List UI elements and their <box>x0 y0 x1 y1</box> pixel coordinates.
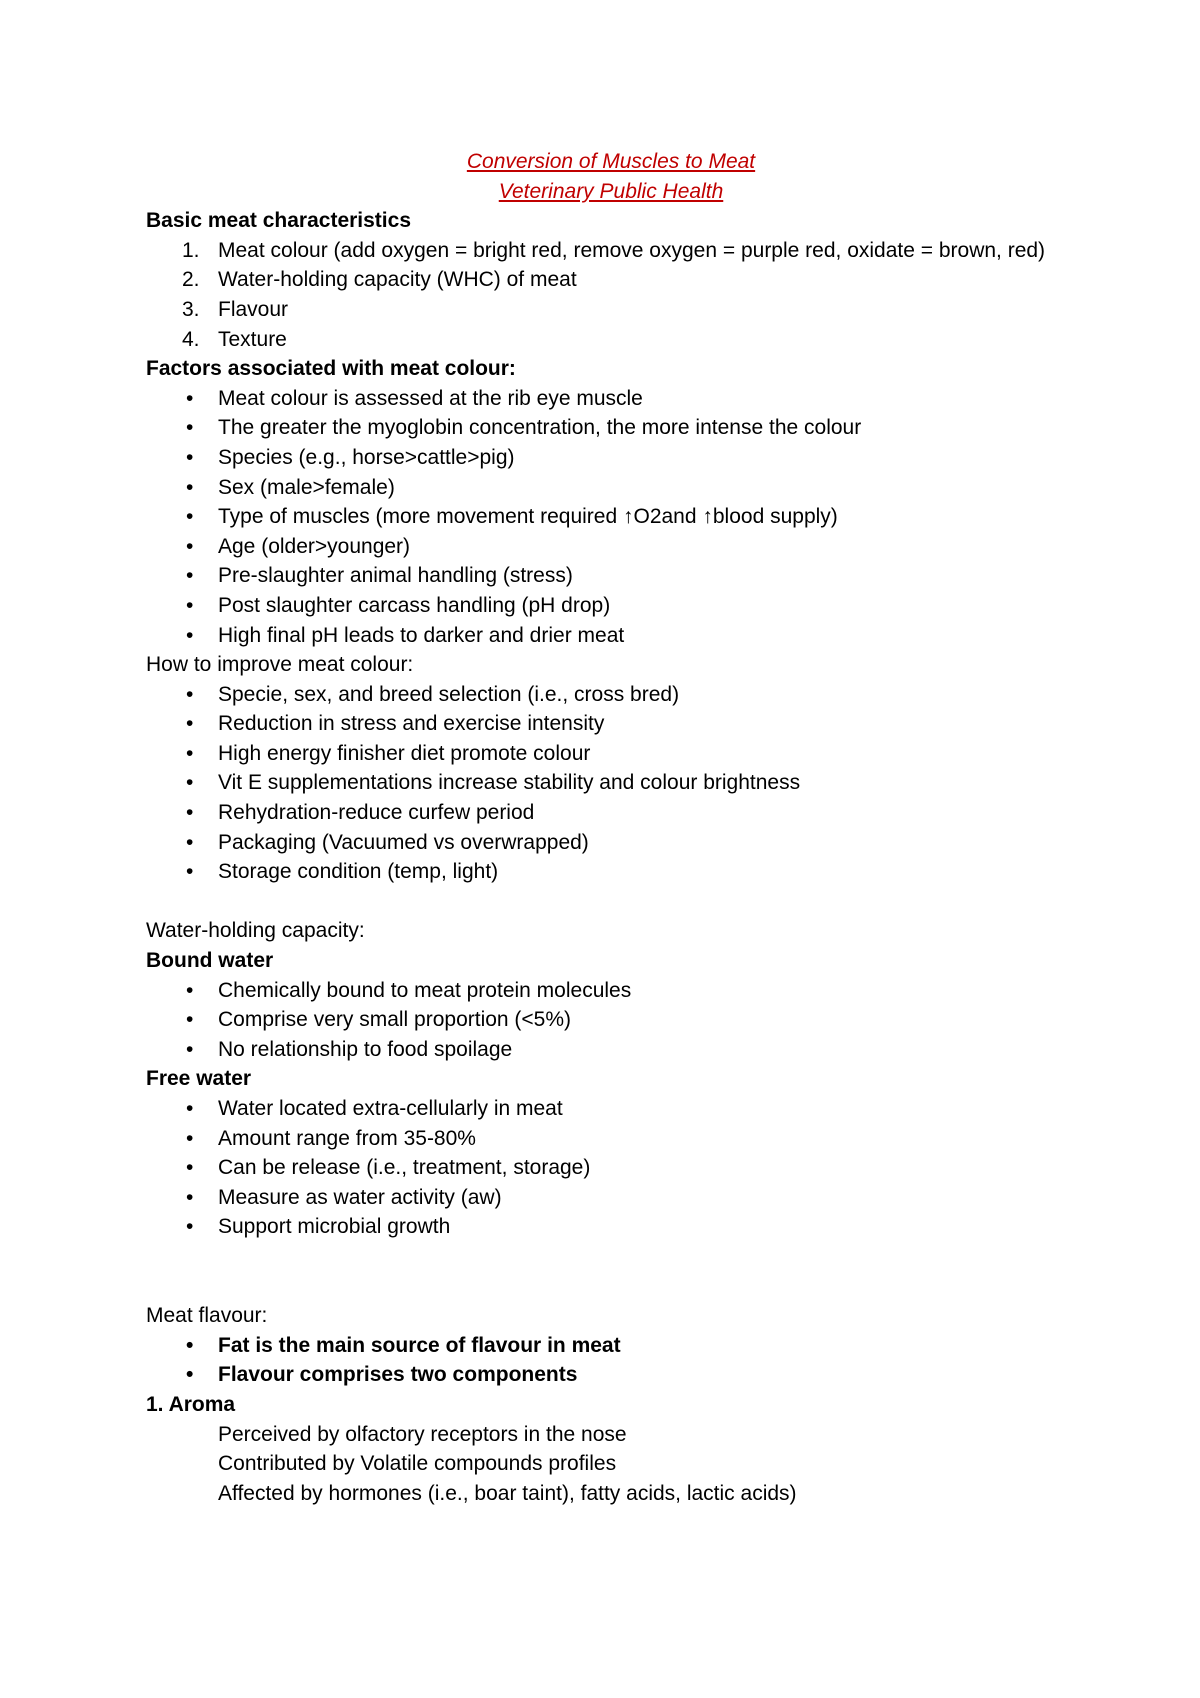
list-item <box>146 828 1076 858</box>
list-item <box>146 561 1076 591</box>
list-item-text: Rehydration-reduce curfew period <box>218 801 535 825</box>
list-item <box>146 532 1076 562</box>
list-item-text: Post slaughter carcass handling (pH drop) <box>218 593 611 617</box>
bullet-icon: • <box>186 860 194 884</box>
list-item-text: Age (older>younger) <box>218 534 411 558</box>
list-item <box>146 413 1076 443</box>
basic-characteristics-list <box>146 236 1076 354</box>
list-item-text: Sex (male>female) <box>218 475 395 499</box>
aroma-line: Perceived by olfactory receptors in the nose <box>218 1422 627 1446</box>
bullet-icon: • <box>186 386 194 410</box>
list-item-text: Texture <box>218 327 287 351</box>
colour-factors-list <box>146 384 1076 650</box>
bullet-icon: • <box>186 445 194 469</box>
list-item <box>146 857 1076 887</box>
list-item-text: Fat is the main source of flavour in meat <box>218 1333 621 1357</box>
list-item <box>146 709 1076 739</box>
bound-water-heading: Bound water <box>146 949 274 973</box>
bullet-icon: • <box>186 771 194 795</box>
basic-characteristics-heading: Basic meat characteristics <box>146 209 411 233</box>
list-item-text: Measure as water activity (aw) <box>218 1185 502 1209</box>
list-item <box>146 798 1076 828</box>
list-item-text: Packaging (Vacuumed vs overwrapped) <box>218 830 589 854</box>
bullet-icon: • <box>186 623 194 647</box>
aroma-heading: 1. Aroma <box>146 1392 236 1416</box>
list-number: 2. <box>182 268 200 292</box>
blank-line <box>146 887 1076 917</box>
bullet-icon: • <box>186 741 194 765</box>
list-item-text: Specie, sex, and breed selection (i.e., cross bred) <box>218 682 680 706</box>
bullet-icon: • <box>186 801 194 825</box>
list-item-text: Can be release (i.e., treatment, storage) <box>218 1156 591 1180</box>
bullet-icon: • <box>186 1363 194 1387</box>
bullet-icon: • <box>186 682 194 706</box>
list-item <box>146 473 1076 503</box>
aroma-line: Affected by hormones (i.e., boar taint), fatty acids, lactic acids) <box>218 1481 797 1505</box>
document-subtitle: Veterinary Public Health <box>498 179 724 203</box>
colour-factors-heading: Factors associated with meat colour: <box>146 357 516 381</box>
flavour-list <box>146 1331 1076 1390</box>
list-item <box>146 325 1076 355</box>
list-item-text: Water located extra-cellularly in meat <box>218 1097 563 1120</box>
bullet-icon: • <box>186 534 194 558</box>
list-item-text: Chemically bound to meat protein molecules <box>218 978 632 1002</box>
flavour-heading: Meat flavour: <box>146 1304 268 1328</box>
bullet-icon: • <box>186 505 194 529</box>
list-item <box>146 1124 1076 1154</box>
document-title: Conversion of Muscles to Meat <box>466 150 756 173</box>
list-item-text: Pre-slaughter animal handling (stress) <box>218 564 573 588</box>
bullet-icon: • <box>186 1097 194 1120</box>
list-item <box>146 1212 1076 1242</box>
list-item <box>146 1331 1076 1361</box>
list-number: 1. <box>182 238 200 262</box>
improve-colour-heading: How to improve meat colour: <box>146 653 414 677</box>
bullet-icon: • <box>186 1156 194 1180</box>
list-item <box>146 1360 1076 1390</box>
bullet-icon: • <box>186 416 194 440</box>
bullet-icon: • <box>186 1037 194 1061</box>
list-item <box>146 591 1076 621</box>
free-water-list <box>146 1094 1076 1242</box>
list-item-text: Amount range from 35-80% <box>218 1126 476 1150</box>
list-item <box>146 1035 1076 1065</box>
bullet-icon: • <box>186 978 194 1002</box>
list-item <box>146 295 1076 325</box>
list-item-text: Flavour <box>218 297 289 321</box>
free-water-heading: Free water <box>146 1067 252 1091</box>
list-item-text: Comprise very small proportion (<5%) <box>218 1008 572 1032</box>
list-item-text: No relationship to food spoilage <box>218 1037 513 1061</box>
bullet-icon: • <box>186 593 194 617</box>
list-item-text: The greater the myoglobin concentration, the more intense the colour <box>218 416 862 440</box>
list-item <box>146 384 1076 414</box>
list-item-text: Meat colour (add oxygen = bright red, remove oxygen = purple red, oxidate = brown, red) <box>218 238 1046 262</box>
list-item <box>146 976 1076 1006</box>
list-item <box>146 502 1076 532</box>
list-item-text: Meat colour is assessed at the rib eye muscle <box>218 386 643 410</box>
document-content <box>146 147 1076 1508</box>
list-item <box>146 1005 1076 1035</box>
list-item-text: Storage condition (temp, light) <box>218 860 499 884</box>
bullet-icon: • <box>186 475 194 499</box>
bullet-icon: • <box>186 712 194 736</box>
list-item <box>146 739 1076 769</box>
aroma-line: Contributed by Volatile compounds profiles <box>218 1452 617 1476</box>
list-number: 4. <box>182 327 200 351</box>
list-item <box>146 1094 1076 1124</box>
bullet-icon: • <box>186 1185 194 1209</box>
bound-water-list <box>146 976 1076 1065</box>
list-item-text: Flavour comprises two components <box>218 1363 578 1387</box>
list-item <box>146 236 1076 266</box>
whc-heading: Water-holding capacity: <box>146 919 365 943</box>
blank-lines <box>146 1242 1076 1301</box>
list-item-text: Species (e.g., horse>cattle>pig) <box>218 445 515 469</box>
bullet-icon: • <box>186 1215 194 1239</box>
list-item <box>146 1153 1076 1183</box>
bullet-icon: • <box>186 1126 194 1150</box>
list-item <box>146 621 1076 651</box>
list-item-text: Vit E supplementations increase stability and colour brightness <box>218 771 801 795</box>
bullet-icon: • <box>186 830 194 854</box>
bullet-icon: • <box>186 564 194 588</box>
list-item-text: High final pH leads to darker and drier meat <box>218 623 625 647</box>
list-item-text: Type of muscles (more movement required ↑O2and ↑blood supply) <box>218 505 838 529</box>
list-item <box>146 768 1076 798</box>
list-item <box>146 443 1076 473</box>
list-item <box>146 680 1076 710</box>
list-item <box>146 265 1076 295</box>
list-number: 3. <box>182 297 200 321</box>
list-item <box>146 1183 1076 1213</box>
list-item-text: High energy finisher diet promote colour <box>218 741 591 765</box>
bullet-icon: • <box>186 1008 194 1032</box>
list-item-text: Water-holding capacity (WHC) of meat <box>218 268 577 292</box>
list-item-text: Support microbial growth <box>218 1215 451 1239</box>
improve-colour-list <box>146 680 1076 887</box>
list-item-text: Reduction in stress and exercise intensity <box>218 712 605 736</box>
bullet-icon: • <box>186 1333 194 1357</box>
